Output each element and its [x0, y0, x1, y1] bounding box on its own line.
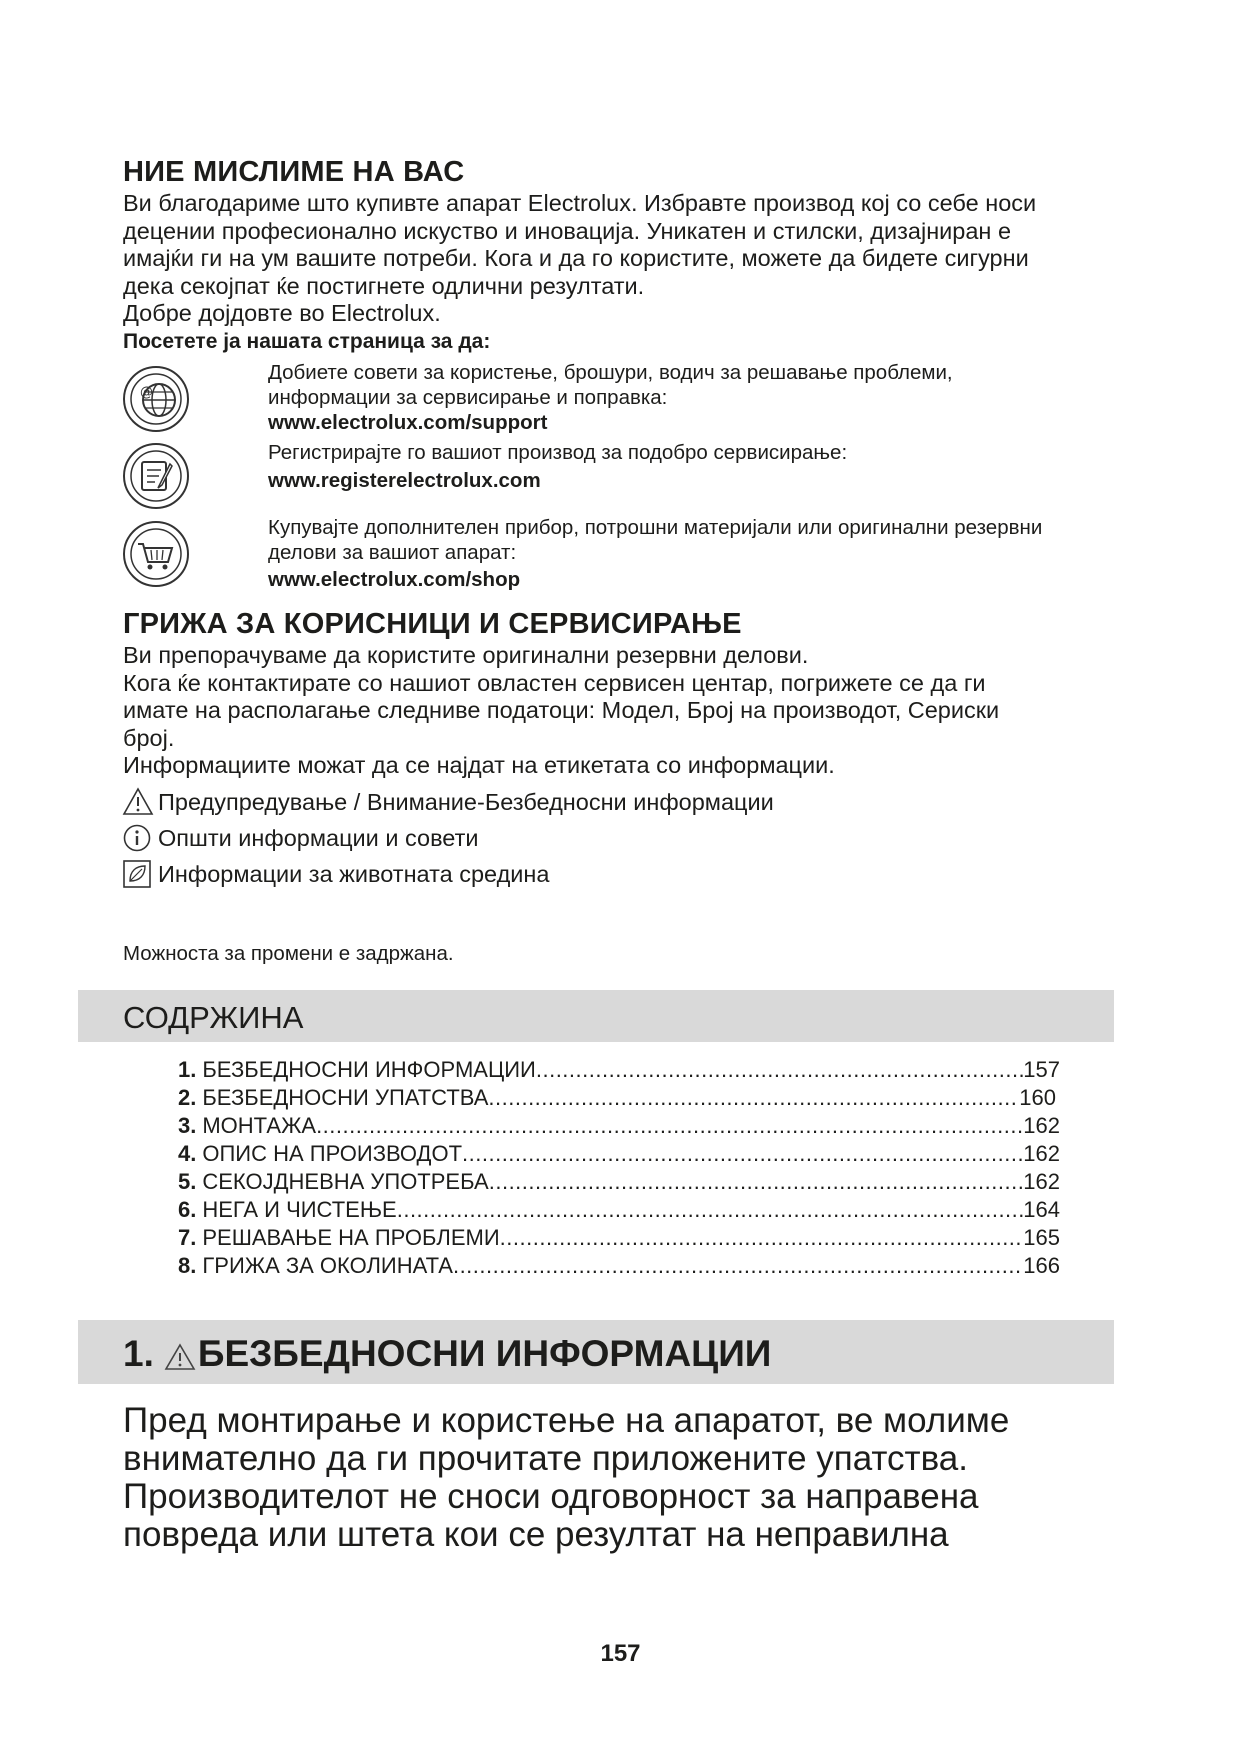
toc-leader — [453, 1252, 1023, 1280]
service-text: Регистрирајте го вашиот производ за подобро сервисирање: — [268, 441, 848, 464]
toc-leader — [397, 1196, 1024, 1224]
care-line: Кога ќе контактирате со нашиот овластен сервисен центар, погрижете се да ги — [123, 669, 986, 696]
toc-num: 6. — [178, 1197, 197, 1222]
toc-page: 162 — [1023, 1113, 1060, 1138]
intro-line: Добре дојдовте во Electrolux. — [123, 300, 441, 326]
toc-page: 165 — [1023, 1225, 1060, 1250]
toc-list — [178, 1056, 1060, 1280]
toc-item[interactable] — [178, 1196, 1060, 1224]
toc-leader — [500, 1224, 1024, 1252]
section1-line: Производителот не сноси одговорност за направена — [123, 1477, 979, 1516]
toc-page: 164 — [1023, 1197, 1060, 1222]
toc-item[interactable] — [178, 1168, 1060, 1196]
warning-icon — [164, 1339, 196, 1369]
service-text: информации за сервисирање и поправка: — [268, 386, 668, 409]
leaf-icon — [122, 859, 152, 889]
toc-label: СЕКОЈДНЕВНА УПОТРЕБА — [202, 1169, 489, 1194]
toc-item[interactable] — [178, 1252, 1060, 1280]
section1-line: повреда или штета кои се резултат на неправилна — [123, 1515, 949, 1554]
section1-line: внимателно да ги прочитате приложените упатства. — [123, 1439, 968, 1478]
support-link[interactable]: www.electrolux.com/support — [268, 411, 548, 434]
section1-text — [123, 1402, 1009, 1554]
toc-leader — [489, 1168, 1024, 1196]
service-shop — [268, 515, 1042, 592]
service-text: Купувајте дополнителен прибор, потрошни материјали или оригинални резервни — [268, 516, 1043, 539]
legend-warning — [122, 784, 774, 820]
toc-leader — [536, 1056, 1023, 1084]
toc-num: 1. — [178, 1057, 197, 1082]
care-line: Ви препорачуваме да користите оригинални резервни делови. — [123, 642, 809, 668]
care-line: имате на располагање следниве податоци: Модел, Број на производот, Сериски — [123, 697, 1000, 723]
globe-icon — [122, 365, 190, 433]
care-title: ГРИЖА ЗА КОРИСНИЦИ И СЕРВИСИРАЊЕ — [123, 608, 742, 640]
service-support — [268, 360, 953, 435]
toc-leader — [462, 1140, 1023, 1168]
toc-page: 162 — [1023, 1141, 1060, 1166]
toc-num: 5. — [178, 1169, 197, 1194]
section1-num: 1. — [123, 1333, 154, 1374]
care-line: Информациите можат да се најдат на етикетата со информации. — [123, 752, 835, 778]
legend-environment — [122, 856, 774, 892]
legend-info — [122, 820, 774, 856]
legend-label: Предупредување / Внимание-Безбедносни информации — [158, 788, 774, 815]
toc-num: 7. — [178, 1225, 197, 1250]
cart-icon — [122, 520, 190, 588]
toc-page: 157 — [1023, 1057, 1060, 1082]
toc-num: 8. — [178, 1253, 197, 1278]
register-icon — [122, 442, 190, 510]
toc-item[interactable] — [178, 1056, 1060, 1084]
care-line: број. — [123, 724, 175, 751]
intro-line: дека секојпат ќе постигнете одлични резултати. — [123, 272, 645, 299]
toc-label: ГРИЖА ЗА ОКОЛИНАТА — [202, 1253, 453, 1278]
toc-label: БЕЗБЕДНОСНИ ИНФОРМАЦИИ — [202, 1057, 536, 1082]
service-text: Добиете совети за користење, брошури, водич за решавање проблеми, — [268, 361, 953, 384]
intro-text — [123, 190, 1036, 328]
toc-leader — [316, 1112, 1023, 1140]
toc-item[interactable] — [178, 1084, 1060, 1112]
toc-num: 4. — [178, 1141, 197, 1166]
section1-line: Пред монтирање и користење на апаратот, ве молиме — [123, 1401, 1010, 1440]
changes-note: Можноста за промени е задржана. — [123, 942, 454, 965]
toc-page: 160 — [1019, 1085, 1056, 1110]
care-text — [123, 642, 999, 780]
toc-title: СОДРЖИНА — [123, 1000, 304, 1035]
toc-label: МОНТАЖА — [202, 1113, 317, 1138]
toc-item[interactable] — [178, 1112, 1060, 1140]
legend-label: Информации за животната средина — [158, 860, 550, 887]
toc-label: РЕШАВАЊЕ НА ПРОБЛЕМИ — [202, 1225, 500, 1250]
legend-label: Општи информации и совети — [158, 824, 479, 851]
section1-title: БЕЗБЕДНОСНИ ИНФОРМАЦИИ — [197, 1333, 772, 1374]
shop-link[interactable]: www.electrolux.com/shop — [268, 568, 521, 591]
info-icon — [122, 823, 152, 853]
service-text: делови за вашиот апарат: — [268, 541, 517, 564]
legend — [122, 784, 774, 892]
toc-page: 166 — [1023, 1253, 1060, 1278]
toc-num: 2. — [178, 1085, 197, 1110]
toc-num: 3. — [178, 1113, 197, 1138]
intro-line: Ви благодариме што купивте апарат Electrolux. Избравте производ кој со себе носи — [123, 190, 1037, 216]
toc-item[interactable] — [178, 1224, 1060, 1252]
visit-label: Посетете ја нашата страница за да: — [123, 330, 491, 353]
svg-text:@: @ — [140, 385, 153, 400]
section1-heading — [123, 1333, 771, 1375]
toc-label: НЕГА И ЧИСТЕЊЕ — [202, 1197, 397, 1222]
toc-page: 162 — [1023, 1169, 1060, 1194]
toc-leader — [488, 1084, 1019, 1112]
intro-line: децении професионално искуство и иновација. Уникатен и стилски, дизајниран е — [123, 217, 1012, 244]
register-link[interactable]: www.registerelectrolux.com — [268, 469, 541, 492]
toc-header-band — [78, 990, 1114, 1042]
section1-header-band — [78, 1320, 1114, 1384]
warning-icon — [122, 787, 152, 817]
intro-line: имајќи ги на ум вашите потреби. Кога и да го користите, можете да бидете сигурни — [123, 245, 1029, 271]
toc-label: БЕЗБЕДНОСНИ УПАТСТВА — [202, 1085, 489, 1110]
toc-label: ОПИС НА ПРОИЗВОДОТ — [202, 1141, 463, 1166]
service-register — [268, 440, 847, 493]
page-number: 157 — [600, 1640, 641, 1667]
intro-title: НИЕ МИСЛИМЕ НА ВАС — [123, 156, 465, 188]
toc-item[interactable] — [178, 1140, 1060, 1168]
